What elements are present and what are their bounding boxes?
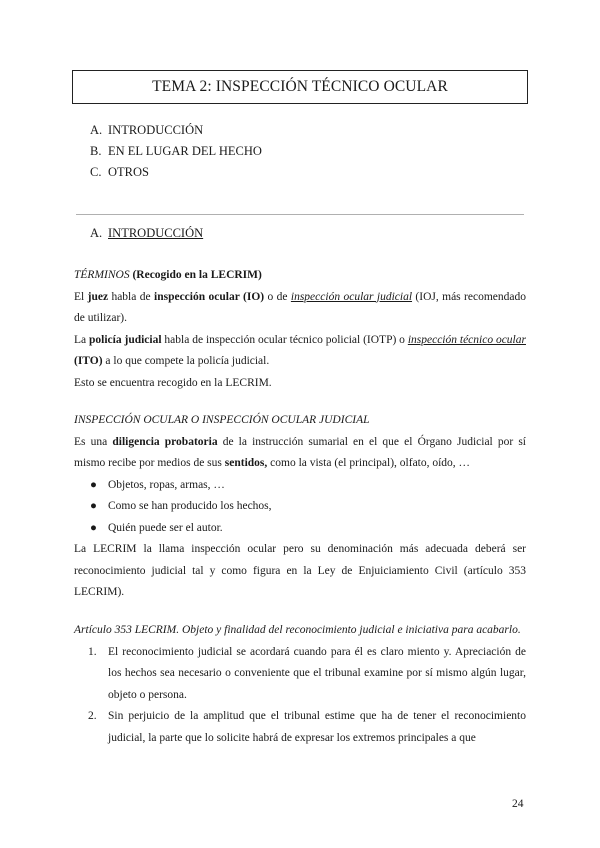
page-number: 24 [512, 798, 524, 810]
toc-item: A. INTRODUCCIÓN [90, 123, 204, 137]
list-item: 2. Sin perjuicio de la amplitud que el tribunal estime que ha de tener el reconocimiento judicial, la parte que lo solicite habrá de expresar los extremos principales a que [88, 710, 526, 744]
paragraph: La LECRIM la llama inspección ocular pero su denominación más adecuada deberá ser reconocimiento judicial tal y como figura en la Ley de Enjuiciamiento Civil (artículo 353 LECRIM). [74, 543, 526, 598]
page-title: TEMA 2: INSPECCIÓN TÉCNICO OCULAR [72, 70, 528, 104]
list-item: ● Quién puede ser el autor. [74, 518, 526, 540]
list-item: ● Como se han producido los hechos, [74, 496, 526, 518]
list-item: 1. El reconocimiento judicial se acordará cuando para él es claro miento y. Apreciación de los hechos sea necesario o conveniente que el tribunal examine por sí mismo algún lugar, objeto o persona. [88, 645, 526, 701]
divider [76, 214, 524, 215]
toc-item: C. OTROS [90, 165, 149, 179]
bullet-list [74, 475, 526, 540]
section-heading: A. INTRODUCCIÓN [90, 226, 204, 240]
bullet-icon: ● [90, 521, 97, 534]
bullet-icon: ● [90, 478, 97, 491]
toc-item: B. EN EL LUGAR DEL HECHO [90, 144, 262, 158]
terminos-block [74, 265, 526, 394]
table-of-contents [90, 120, 262, 183]
articulo-heading: Artículo 353 LECRIM. Objeto y finalidad del reconocimiento judicial e iniciativa para acabarlo. [74, 624, 521, 636]
inspeccion-heading: INSPECCIÓN OCULAR O INSPECCIÓN OCULAR JUDICIAL [74, 414, 370, 426]
inspeccion-block [74, 410, 526, 604]
terminos-heading: TÉRMINOS (Recogido en la LECRIM) [74, 269, 262, 281]
articulo-block [74, 620, 526, 749]
paragraph: Esto se encuentra recogido en la LECRIM. [74, 376, 272, 389]
list-item: ● Objetos, ropas, armas, … [74, 475, 526, 497]
paragraph: El juez habla de inspección ocular (IO) o de inspección ocular judicial (IOJ, más recomendado de utilizar). [74, 290, 526, 324]
paragraph: Es una diligencia probatoria de la instrucción sumarial en el que el Órgano Judicial por sí mismo recibe por medios de sus sentidos, como la vista (el principal), olfato, oído, … [74, 435, 526, 469]
paragraph: La policía judicial habla de inspección ocular técnico policial (IOTP) o inspección técnico ocular (ITO) a lo que compete la policía judicial. [74, 333, 526, 367]
numbered-list [74, 642, 526, 750]
bullet-icon: ● [90, 500, 97, 512]
